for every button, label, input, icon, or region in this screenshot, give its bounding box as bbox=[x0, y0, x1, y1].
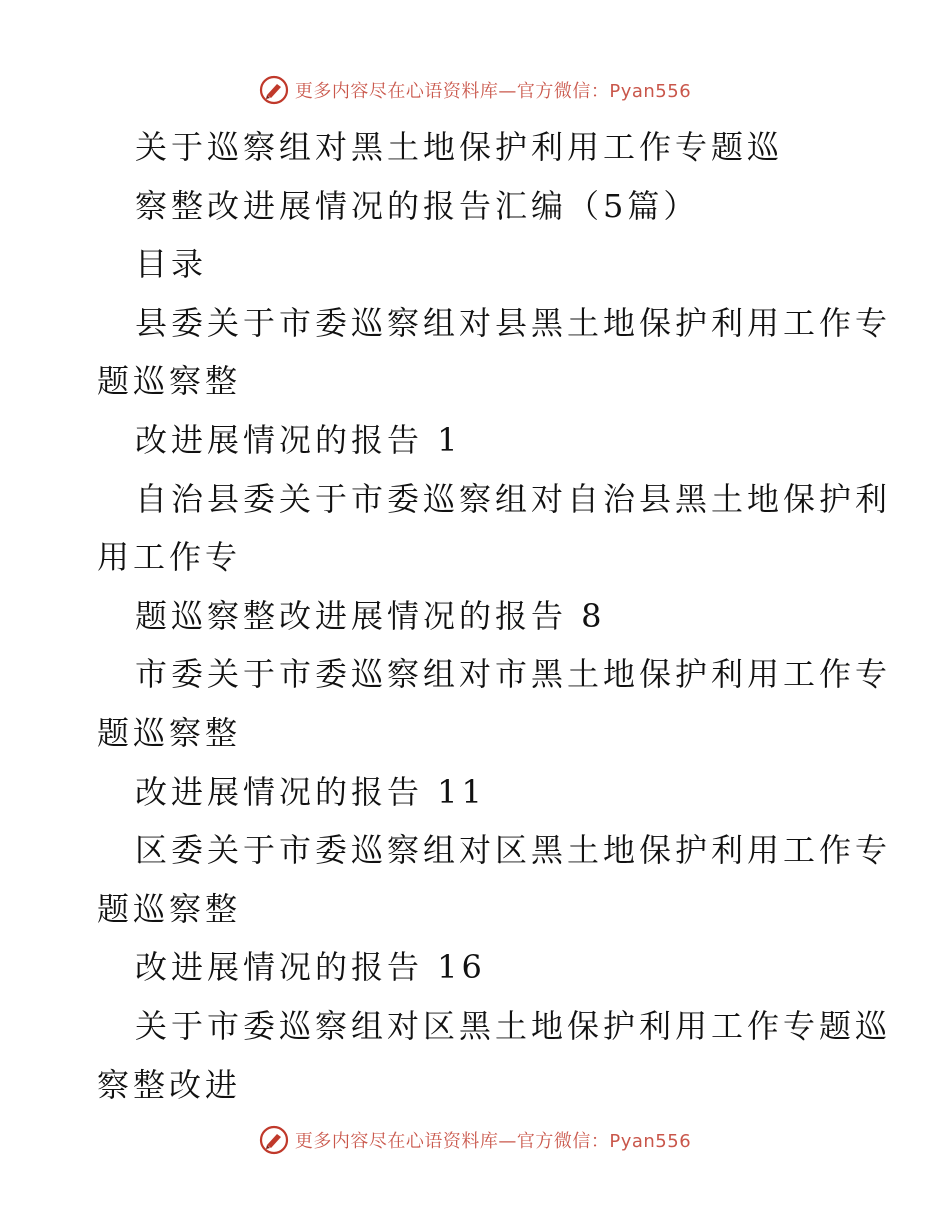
toc-entry-2-line-3: 题巡察整改进展情况的报告 8 bbox=[135, 596, 606, 635]
toc-entry-2-line-1: 自治县委关于市委巡察组对自治县黑土地保护利 bbox=[135, 479, 892, 518]
toc-entry-2-line-2: 用工作专 bbox=[97, 538, 242, 577]
pen-logo-icon bbox=[259, 75, 289, 105]
toc-entry-5-line-2: 察整改进 bbox=[97, 1065, 242, 1104]
toc-entry-4-line-3: 改进展情况的报告 16 bbox=[135, 948, 486, 987]
document-title-line-2: 察整改进展情况的报告汇编（5篇） bbox=[135, 186, 700, 225]
toc-entry-1-line-3: 改进展情况的报告 1 bbox=[135, 420, 462, 459]
toc-entry-1-line-1: 县委关于市委巡察组对县黑土地保护利用工作专 bbox=[135, 303, 892, 342]
toc-entry-3-line-3: 改进展情况的报告 11 bbox=[135, 772, 486, 811]
document-title-line-1: 关于巡察组对黑土地保护利用工作专题巡 bbox=[135, 128, 784, 166]
toc-entry-3-line-1: 市委关于市委巡察组对市黑土地保护利用工作专 bbox=[135, 655, 892, 694]
toc-heading: 目录 bbox=[135, 245, 208, 284]
toc-entry-3-line-2: 题巡察整 bbox=[97, 713, 242, 752]
toc-entry-4-line-2: 题巡察整 bbox=[97, 889, 242, 928]
watermark-text: 更多内容尽在心语资料库—官方微信：Pyan556 bbox=[294, 1131, 692, 1152]
watermark-text: 更多内容尽在心语资料库—官方微信：Pyan556 bbox=[294, 81, 692, 102]
header-watermark bbox=[0, 70, 950, 110]
pen-logo-icon bbox=[259, 1125, 289, 1155]
footer-watermark bbox=[0, 1120, 950, 1160]
toc-entry-4-line-1: 区委关于市委巡察组对区黑土地保护利用工作专 bbox=[135, 831, 892, 870]
toc-entry-5-line-1: 关于市委巡察组对区黑土地保护利用工作专题巡 bbox=[135, 1006, 892, 1045]
document-body bbox=[0, 118, 950, 1114]
toc-entry-1-line-2: 题巡察整 bbox=[97, 362, 242, 401]
